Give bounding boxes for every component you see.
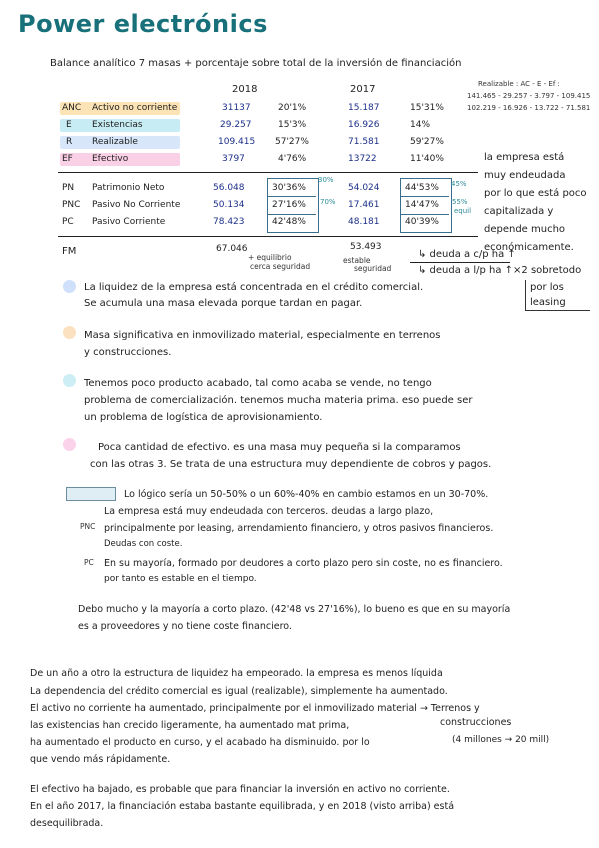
conclusion-line-3: El activo no corriente ha aumentado, principalmente por el inmovilizado material → Terrenos y	[30, 703, 480, 714]
pct-2017: 14'47%	[405, 200, 439, 210]
note-2-line-2: y construcciones.	[84, 347, 172, 358]
side-note-line-3: por lo que está poco	[484, 188, 587, 199]
row-code: PN	[62, 183, 75, 193]
liab-note-lead: Lo lógico sería un 50-50% o un 60%-40% en cambio estamos en un 30-70%.	[124, 489, 489, 500]
year-2018: 2018	[232, 84, 258, 95]
pct-2017: 59'27%	[410, 137, 444, 147]
note-3-line-3: un problema de logística de aprovisionamiento.	[84, 412, 323, 423]
eq-2017-line-2: seguridad	[354, 264, 392, 273]
pct-2017: 14%	[410, 120, 431, 130]
row-label: Pasivo No Corriente	[92, 200, 181, 210]
row-code: ANC	[62, 103, 82, 113]
pnc-label: PNC	[80, 522, 96, 531]
calc-line-3: 102.219 - 16.926 - 13.722 - 71.581	[467, 104, 591, 112]
value-2018: 29.257	[220, 120, 252, 130]
dot-anc	[63, 326, 76, 339]
value-2018: 109.415	[218, 137, 256, 147]
eq-2017-line-1: estable	[343, 256, 371, 265]
dot-efectivo	[63, 438, 76, 451]
annotation-equil: equil	[454, 207, 472, 215]
box-divider	[401, 196, 449, 197]
annotation-70: 70%	[320, 198, 336, 206]
dot-realizable	[63, 280, 76, 293]
millones-note: (4 millones → 20 mill)	[452, 735, 550, 745]
pct-2018: 57'27%	[275, 137, 309, 147]
debt-note-2: ↳ deuda a l/p ha ↑×2 sobretodo	[418, 265, 582, 276]
row-label: Realizable	[92, 137, 138, 147]
conclusion-line-4: las existencias han crecido ligeramente, ha aumentado mat prima,	[30, 720, 350, 731]
conclusion-line-1: De un año a otro la estructura de liquidez ha empeorado. la empresa es menos líquida	[30, 668, 443, 679]
annotation-55: 55%	[452, 198, 468, 206]
note-4-line-1: Poca cantidad de efectivo. es una masa muy pequeña si la comparamos	[98, 442, 461, 453]
row-label: Existencias	[92, 120, 143, 130]
liab-summary-1: Debo mucho y la mayoría a corto plazo. (42'48 vs 27'16%), lo bueno es que en su mayoría	[78, 604, 511, 615]
box-divider	[268, 196, 316, 197]
conclusion2-line-3: desequilibrada.	[30, 818, 104, 829]
note-1-line-1: La liquidez de la empresa está concentrada en el crédito comercial.	[84, 282, 424, 293]
liab-summary-2: es a proveedores y no tiene coste financiero.	[78, 621, 292, 632]
row-label: Patrimonio Neto	[92, 183, 165, 193]
dot-existencias	[63, 374, 76, 387]
annotation-45: 45%	[451, 180, 467, 188]
row-code: E	[66, 120, 72, 130]
pct-2018: 30'36%	[272, 183, 306, 193]
value-2018: 3797	[222, 154, 245, 164]
pnc-line-3: Deudas con coste.	[104, 539, 183, 549]
pc-label: PC	[84, 558, 94, 567]
value-2018: 50.134	[213, 200, 245, 210]
side-note-line-1: la empresa está	[484, 152, 565, 163]
pct-2018: 4'76%	[278, 154, 307, 164]
fm-label: FM	[62, 246, 77, 257]
fm-value-2017: 53.493	[350, 242, 382, 252]
eq-2018-line-1: + equilibrio	[248, 253, 292, 262]
conclusion-line-6: que vendo más rápidamente.	[30, 754, 171, 765]
row-code: PC	[62, 217, 74, 227]
conclusion2-line-2: En el año 2017, la financiación estaba bastante equilibrada, y en 2018 (visto arriba) está	[30, 801, 455, 812]
conclusion-line-5: ha aumentado el producto en curso, y el acabado ha disminuido. por lo	[30, 737, 370, 748]
value-2017: 13722	[348, 154, 377, 164]
side-note-line-6: económicamente.	[484, 242, 574, 253]
box-divider	[401, 214, 449, 215]
subtitle: Balance analítico 7 masas + porcentaje sobre total de la inversión de financiación	[50, 58, 462, 69]
year-2017: 2017	[350, 84, 376, 95]
value-2017: 15.187	[348, 103, 380, 113]
eq-2018-line-2: cerca seguridad	[250, 262, 311, 271]
value-2018: 31137	[222, 103, 251, 113]
conclusion2-line-1: El efectivo ha bajado, es probable que para financiar la inversión en activo no corriente.	[30, 784, 450, 795]
pnc-line-1: La empresa está muy endeudada con terceros. deudas a largo plazo,	[104, 506, 434, 517]
row-label: Efectivo	[92, 154, 129, 164]
pct-2018: 27'16%	[272, 200, 306, 210]
calc-line-1: Realizable : AC - E - Ef :	[478, 80, 560, 88]
side-note-line-4: capitalizada y	[484, 206, 554, 217]
pct-2017: 44'53%	[405, 183, 439, 193]
note-4-line-2: con las otras 3. Se trata de una estructura muy dependiente de cobros y pagos.	[90, 459, 492, 470]
note-1-line-2: Se acumula una masa elevada porque tardan en pagar.	[84, 298, 363, 309]
value-2017: 48.181	[348, 217, 380, 227]
value-2017: 54.024	[348, 183, 380, 193]
value-2017: 17.461	[348, 200, 380, 210]
annotation-30: 30%	[318, 176, 334, 184]
row-code: R	[66, 137, 73, 147]
pct-2018: 15'3%	[278, 120, 307, 130]
value-2018: 56.048	[213, 183, 245, 193]
leasing-note: por los leasing	[525, 280, 590, 311]
row-code: PNC	[62, 200, 81, 210]
value-2017: 16.926	[348, 120, 380, 130]
pct-2017: 11'40%	[410, 154, 444, 164]
fm-value-2018: 67.046	[216, 244, 248, 254]
note-2-line-1: Masa significativa en inmovilizado material, especialmente en terrenos	[84, 330, 441, 341]
pct-2018: 42'48%	[272, 217, 306, 227]
calc-line-2: 141.465 - 29.257 - 3.797 - 109.415	[467, 92, 591, 100]
construcciones-note: construcciones	[440, 717, 512, 728]
note-3-line-1: Tenemos poco producto acabado, tal como acaba se vende, no tengo	[84, 378, 432, 389]
conclusion-line-2: La dependencia del crédito comercial es igual (realizable), simplemente ha aumentado.	[30, 686, 448, 697]
pct-2018: 20'1%	[278, 103, 307, 113]
side-note-line-2: muy endeudada	[484, 170, 566, 181]
row-code: EF	[62, 154, 73, 164]
pnc-line-2: principalmente por leasing, arrendamiento financiero, y otros pasivos financieros.	[104, 523, 494, 534]
row-label: Activo no corriente	[92, 103, 178, 113]
debt-note-1: ↳ deuda a c/p ha ↑	[418, 249, 516, 260]
note-3-line-2: problema de comercialización. tenemos mucha materia prima. eso puede ser	[84, 395, 473, 406]
liab-box-swatch	[66, 487, 116, 501]
pc-line-2: por tanto es estable en el tiempo.	[104, 574, 257, 584]
row-label: Pasivo Corriente	[92, 217, 166, 227]
box-divider	[268, 214, 316, 215]
value-2017: 71.581	[348, 137, 380, 147]
side-note-line-5: depende mucho	[484, 224, 566, 235]
pc-line-1: En su mayoría, formado por deudores a corto plazo pero sin coste, no es financiero.	[104, 558, 503, 569]
value-2018: 78.423	[213, 217, 245, 227]
divider-line	[58, 172, 478, 173]
pct-2017: 15'31%	[410, 103, 444, 113]
divider-line	[58, 236, 478, 237]
pct-2017: 40'39%	[405, 217, 439, 227]
page-title: Power electrónics	[18, 10, 268, 38]
